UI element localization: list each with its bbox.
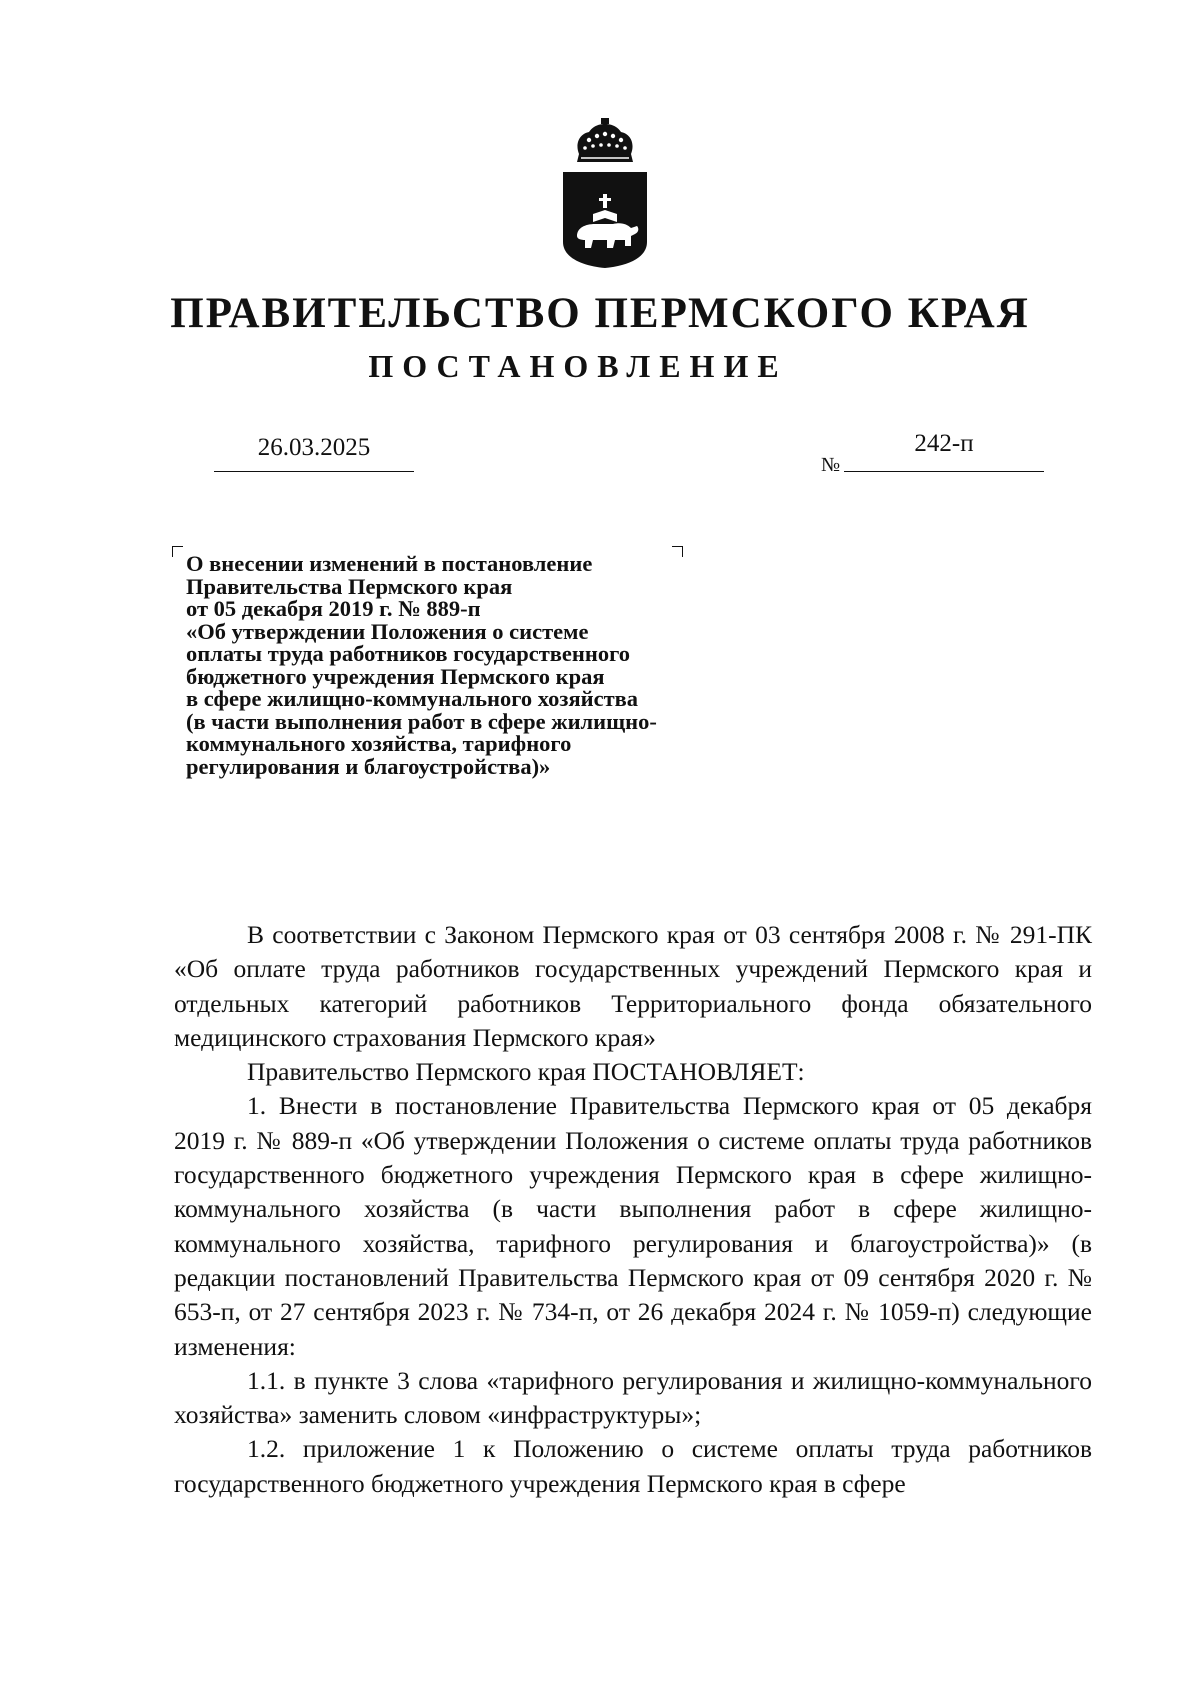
subject-line: «Об утверждении Положения о системе: [186, 618, 589, 644]
document-body: [174, 918, 1092, 1501]
organization-title: ПРАВИТЕЛЬСТВО ПЕРМСКОГО КРАЯ: [170, 290, 1030, 337]
document-date: 26.03.2025: [257, 434, 371, 461]
coat-of-arms-emblem: [555, 118, 655, 270]
subject-line: оплаты труда работников государственного: [186, 641, 631, 666]
subject-line: коммунального хозяйства, тарифного: [186, 731, 572, 756]
body-paragraph-item-1-1: 1.1. в пункте 3 слова «тарифного регулирования и жилищно-коммунального хозяйства» заменить словом «инфраструктуры»;: [174, 1365, 1092, 1430]
document-number: 242-п: [914, 430, 974, 457]
number-sign-label: №: [821, 454, 841, 476]
body-paragraph-item-1: 1. Внести в постановление Правительства Пермского края от 05 декабря 2019 г. № 889-п «Об утверждении Положения о системе оплаты труда работников государственного бюджетного учреждения Пермского края в сфере жилищно-коммунального хозяйства (в части выполнения работ в сфере жилищно-коммунального хозяйства, тарифного регулирования и благоустройства)» (в редакции постановлений Правительства Пермского края от 09 сентября 2020 г. № 653-п, от 27 сентября 2023 г. № 734-п, от 26 декабря 2024 г. № 1059-п) следующие изменения:: [174, 1091, 1092, 1361]
subject-line: регулирования и благоустройства)»: [186, 753, 551, 779]
number-underline: [844, 471, 1044, 472]
shield-icon: [563, 172, 647, 268]
subject-line: от 05 декабря 2019 г. № 889-п: [186, 596, 481, 621]
document-type-heading: ПОСТАНОВЛЕНИЕ: [368, 348, 788, 384]
subject-line: О внесении изменений в постановление: [186, 551, 593, 576]
date-underline: [214, 471, 414, 472]
crown-icon: [577, 118, 633, 162]
subject-line: бюджетного учреждения Пермского края: [186, 663, 605, 689]
body-paragraph-item-1-2: 1.2. приложение 1 к Положению о системе оплаты труда работников государственного бюджетного учреждения Пермского края в сфере: [174, 1434, 1092, 1498]
subject-line: Правительства Пермского края: [186, 573, 513, 599]
body-paragraph-legal-basis: В соответствии с Законом Пермского края от 03 сентября 2008 г. № 291-ПК «Об оплате труда работников государственных учреждений Пермского края и отдельных категорий работников Территориального фонда обязательного медицинского страхования Пермского края»: [174, 920, 1092, 1052]
body-paragraph-resolves: Правительство Пермского края ПОСТАНОВЛЯЕТ:: [247, 1057, 805, 1087]
document-subject: [186, 553, 806, 778]
subject-line: в сфере жилищно-коммунального хозяйства: [186, 686, 639, 711]
subject-bracket-left: [172, 546, 183, 557]
bear-icon: [577, 223, 638, 248]
subject-line: (в части выполнения работ в сфере жилищно-: [186, 708, 657, 734]
